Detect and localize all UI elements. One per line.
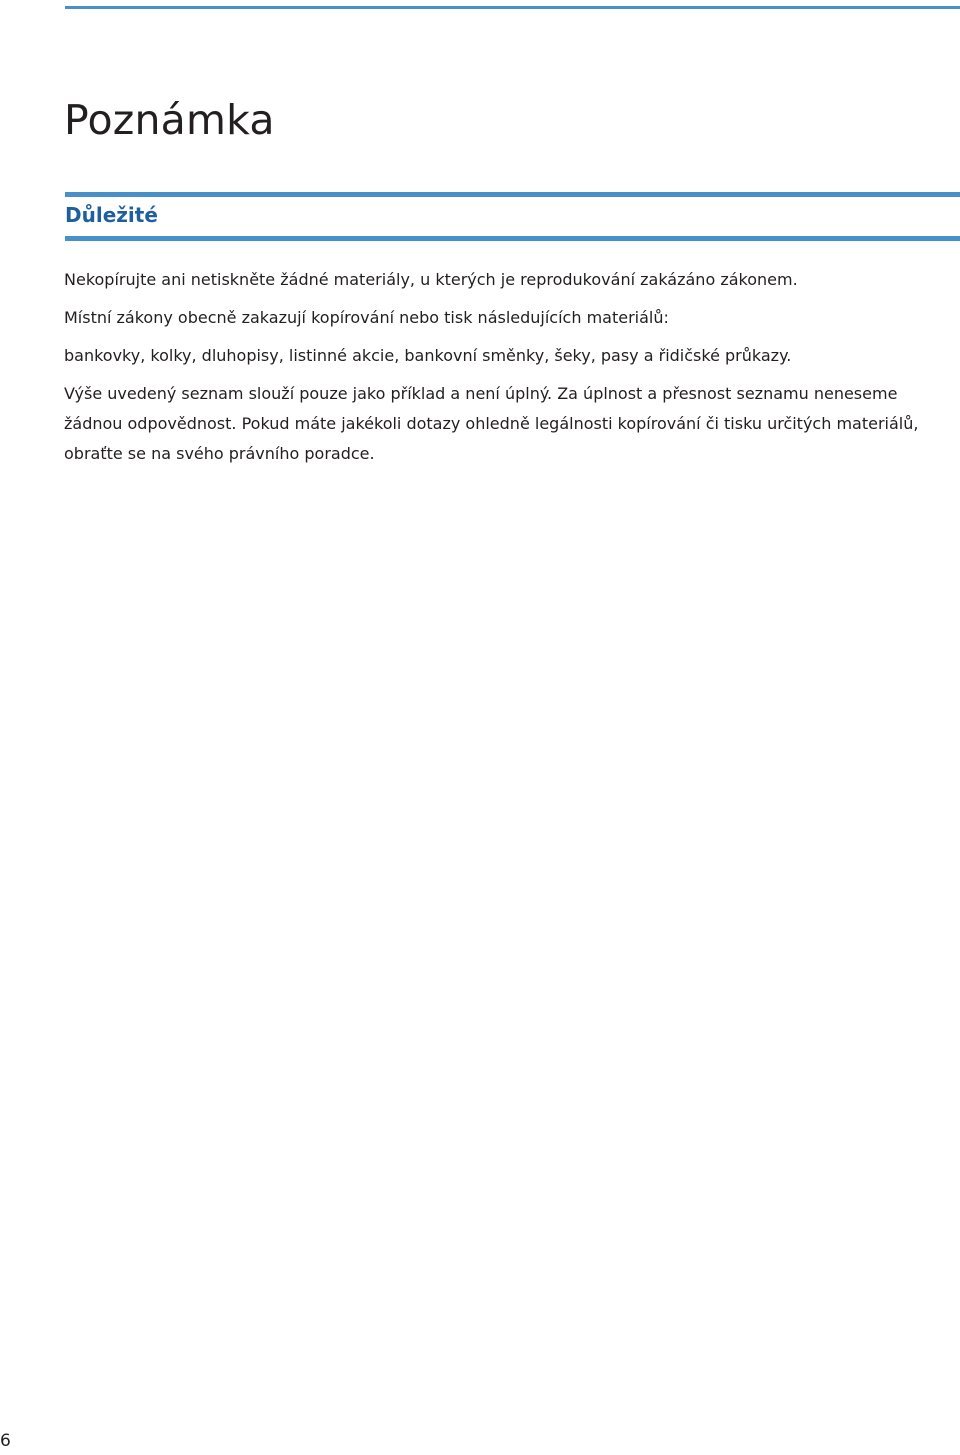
page-number: 6 — [0, 1431, 11, 1451]
top-rule — [65, 6, 960, 9]
paragraph-materials-list: bankovky, kolky, dluhopisy, listinné akcie, bankovní směnky, šeky, pasy a řidičské průkazy. — [64, 346, 792, 365]
paragraph-prohibition: Nekopírujte ani netiskněte žádné materiály, u kterých je reprodukování zakázáno zákonem. — [64, 270, 798, 289]
important-heading: Důležité — [65, 203, 158, 227]
important-box — [65, 192, 960, 241]
important-body — [64, 265, 960, 477]
important-rule-top — [65, 192, 960, 197]
paragraph-local-laws: Místní zákony obecně zakazují kopírování nebo tisk následujících materiálů: — [64, 308, 669, 327]
paragraph-disclaimer: Výše uvedený seznam slouží pouze jako příklad a není úplný. Za úplnost a přesnost seznamu neneseme žádnou odpovědnost. Pokud máte jakékoli dotazy ohledně legálnosti kopírování či tisku určitých materiálů, obraťte se na svého právního poradce. — [64, 384, 919, 463]
important-rule-bottom — [65, 236, 960, 241]
page-title: Poznámka — [64, 96, 275, 144]
